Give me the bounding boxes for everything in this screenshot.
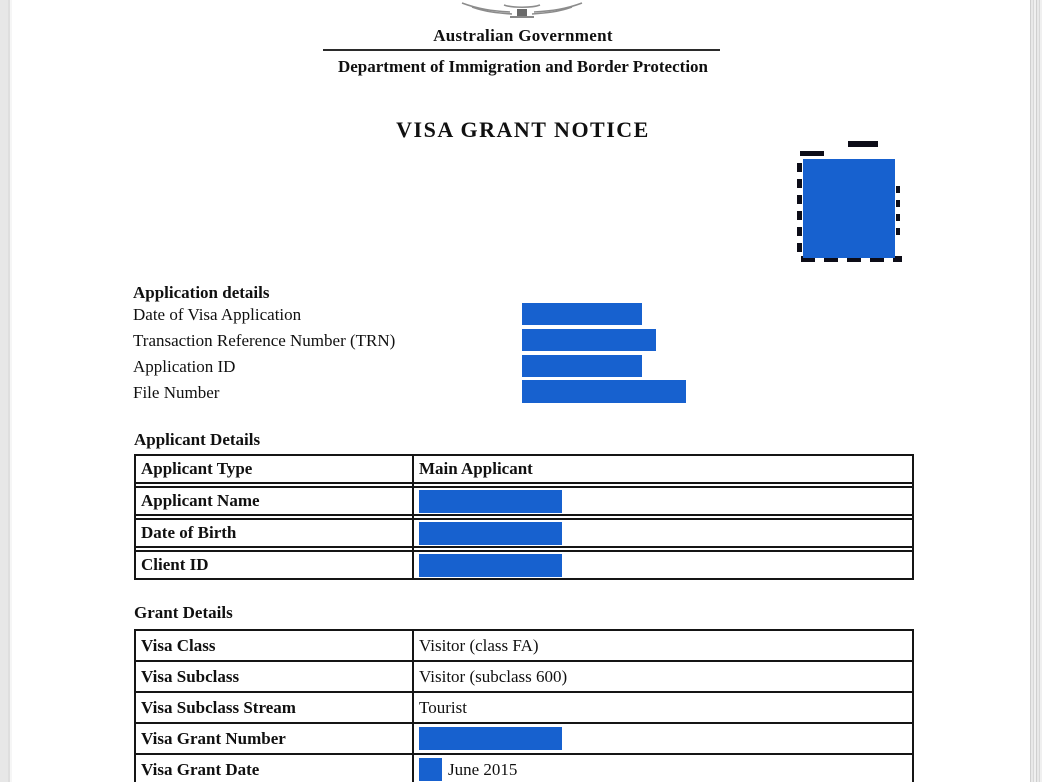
row-value: Tourist: [419, 697, 467, 717]
row-label: Applicant Name: [141, 491, 260, 510]
barcode-redaction-box: [803, 159, 895, 258]
redaction-bar: [419, 522, 562, 545]
scrollbar-track[interactable]: [1030, 0, 1042, 782]
field-label: Date of Visa Application: [133, 305, 302, 324]
barcode-marks-left: [797, 163, 802, 259]
table-column-divider: [412, 631, 414, 782]
field-label: File Number: [133, 383, 220, 402]
application-details-list: [133, 302, 395, 406]
page-left-edge: [0, 0, 12, 782]
redaction-bar: [522, 329, 656, 351]
row-value: June 2015: [448, 759, 518, 779]
row-label: Visa Subclass Stream: [141, 697, 296, 717]
table-row: [136, 753, 912, 782]
barcode-marks-right: [896, 186, 900, 241]
redaction-bar: [419, 554, 562, 577]
table-row: [136, 488, 912, 514]
row-label: Visa Class: [141, 635, 216, 655]
redaction-bar: [522, 380, 686, 403]
barcode-marks-top-left: [800, 151, 824, 156]
barcode-marks-top: [848, 141, 878, 147]
table-row: [136, 631, 912, 660]
document-title: VISA GRANT NOTICE: [396, 117, 650, 142]
redaction-bar: [522, 355, 642, 377]
grant-details-table: [134, 629, 914, 782]
row-label: Applicant Type: [141, 459, 253, 478]
table-column-divider: [412, 456, 414, 578]
row-label: Date of Birth: [141, 523, 237, 542]
redaction-square: [419, 758, 442, 781]
row-value: Visitor (subclass 600): [419, 666, 568, 686]
row-value: Visitor (class FA): [419, 635, 539, 655]
row-label: Visa Subclass: [141, 666, 240, 686]
table-row: [136, 520, 912, 546]
table-row: [136, 660, 912, 691]
table-row: [136, 691, 912, 722]
applicant-details-heading: Applicant Details: [134, 430, 261, 449]
table-row: [136, 722, 912, 753]
applicant-details-table: [134, 454, 914, 580]
application-details-heading: Application details: [133, 283, 270, 302]
row-value: Main Applicant: [419, 459, 533, 478]
grant-details-heading: Grant Details: [134, 603, 233, 622]
field-label: Application ID: [133, 357, 236, 376]
header-divider: [323, 49, 720, 51]
coat-of-arms-partial-icon: [458, 0, 586, 19]
redaction-bar: [419, 490, 562, 513]
row-label: Client ID: [141, 555, 209, 574]
government-name: Australian Government: [433, 26, 613, 45]
row-label: Visa Grant Number: [141, 728, 286, 748]
table-row: [136, 552, 912, 578]
row-label: Visa Grant Date: [141, 759, 260, 779]
redaction-bar: [522, 303, 642, 325]
field-label: Transaction Reference Number (TRN): [133, 331, 396, 350]
redaction-bar: [419, 727, 562, 750]
department-name: Department of Immigration and Border Protection: [337, 57, 708, 76]
table-row: [136, 456, 912, 482]
